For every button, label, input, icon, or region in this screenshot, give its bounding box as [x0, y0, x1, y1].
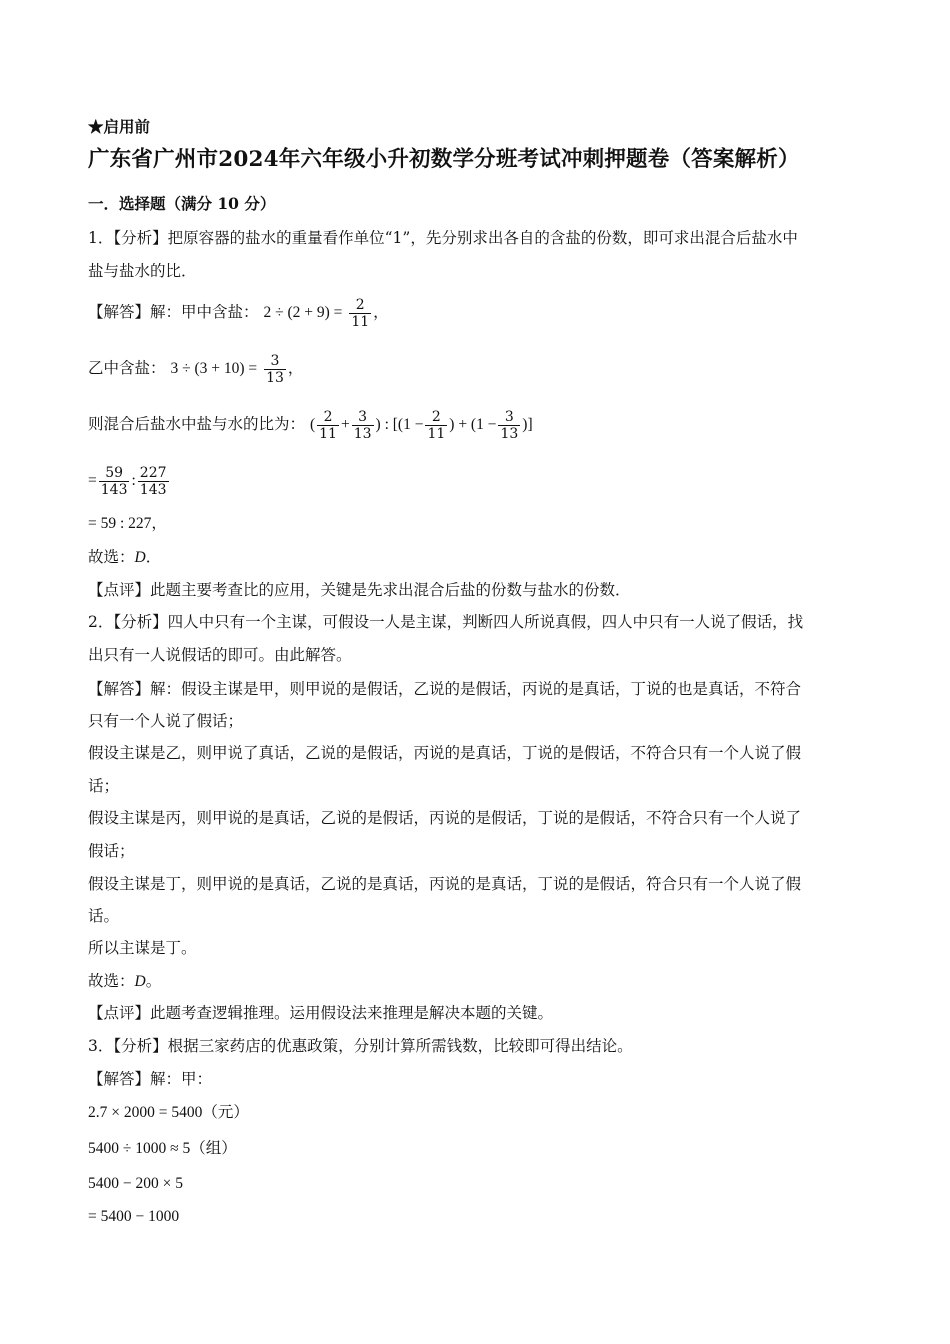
q1-yi-fraction: $\frac{3}{13}$ — [266, 352, 284, 386]
q1-step1-frac-a: $\frac{59}{143}$ — [100, 464, 128, 498]
q2-answer-line8: 话。 — [88, 907, 120, 925]
q1-yi-expr: 3 ÷ (3 + 10) = — [170, 360, 258, 377]
page-title: 广东省广州市2024年六年级小升初数学分班考试冲刺押题卷（答案解析） — [88, 147, 800, 172]
q3-calc-line3: 5400 − 200 × 5 — [88, 1175, 183, 1192]
q1-answer-yi: 乙中含盐： 3 ÷ (3 + 10) = $\frac{3}{13}$ ， — [88, 352, 304, 386]
section-heading: 一．选择题（满分 10 分） — [88, 194, 276, 213]
q1-ratio-frac-a: $\frac{2}{11}$ — [319, 408, 337, 442]
q1-ratio-frac-c: $\frac{2}{11}$ — [427, 408, 446, 442]
q1-ratio-expression: 则混合后盐水中盐与水的比为： ( $\frac{2}{11}$ + $\frac{3}{13}$ ) : [(1 − $\frac{2}{11}$ ) + (1 − $\frac{3}{13}$ )] — [88, 408, 533, 442]
q1-analysis-line1: 1．【分析】把原容器的盐水的重量看作单位“1”，先分别求出各自的含盐的份数，即可求出混合后盐水中 — [88, 229, 798, 247]
q2-answer-line9: 所以主谋是丁。 — [88, 939, 197, 957]
q1-comment: 【点评】此题主要考查比的应用，关键是先求出混合后盐的份数与盐水的份数． — [88, 581, 631, 599]
q1-jia-fraction: $\frac{2}{11}$ — [351, 296, 370, 330]
q2-analysis-line2: 出只有一人说假话的即可。由此解答。 — [88, 646, 352, 664]
q2-choice: 故选：D。 — [88, 972, 162, 990]
q2-answer-line7: 假设主谋是丁，则甲说的是真话，乙说的是真话，丙说的是真话，丁说的是假话，符合只有一个人说了假 — [88, 875, 802, 893]
q1-answer-jia: 【解答】解：甲中含盐： 2 ÷ (2 + 9) = $\frac{2}{11}$ ， — [88, 296, 389, 330]
q2-answer-line5: 假设主谋是丙，则甲说的是真话，乙说的是假话，丙说的是假话，丁说的是假话，不符合只有一个人说了 — [88, 809, 802, 827]
q1-choice: 故选：D． — [88, 548, 162, 566]
q3-answer-label: 【解答】解：甲： — [88, 1070, 213, 1088]
q2-choice-letter: D — [134, 973, 146, 990]
q1-answer-label: 【解答】解：甲中含盐： — [88, 303, 259, 321]
q1-ratio-frac-d: $\frac{3}{13}$ — [500, 408, 519, 442]
q1-ratio-frac-b: $\frac{3}{13}$ — [353, 408, 372, 442]
q1-step1: = $\frac{59}{143}$ : $\frac{227}{143}$ — [88, 464, 167, 498]
q2-answer-line2: 只有一个人说了假话； — [88, 712, 244, 730]
q2-answer-line6: 假话； — [88, 842, 135, 860]
q3-calc-line4: = 5400 − 1000 — [88, 1208, 180, 1225]
q2-answer-line4: 话； — [88, 777, 120, 795]
q2-answer-line1: 【解答】解：假设主谋是甲，则甲说的是假话，乙说的是假话，丙说的是真话，丁说的也是真话，不符合 — [88, 680, 802, 698]
q1-analysis-line2: 盐与盐水的比． — [88, 262, 197, 280]
q3-analysis: 3．【分析】根据三家药店的优惠政策，分别计算所需钱数，比较即可得出结论。 — [88, 1037, 633, 1055]
q1-choice-letter: D — [134, 549, 146, 566]
q3-calc-line2: 5400 ÷ 1000 ≈ 5（组） — [88, 1139, 237, 1157]
q1-step2: = 59 : 227， — [88, 515, 167, 532]
q2-analysis-line1: 2．【分析】四人中只有一个主谋，可假设一人是主谋，判断四人所说真假，四人中只有一人说了假话，找 — [88, 613, 804, 631]
q2-answer-line3: 假设主谋是乙，则甲说了真话，乙说的是假话，丙说的是真话，丁说的是假话，不符合只有一个人说了假 — [88, 744, 802, 762]
q3-calc-line1: 2.7 × 2000 = 5400（元） — [88, 1103, 249, 1121]
q1-step1-frac-b: $\frac{227}{143}$ — [139, 464, 167, 498]
q1-ratio-label: 则混合后盐水中盐与水的比为： — [88, 415, 306, 433]
q1-yi-label: 乙中含盐： — [88, 359, 166, 377]
q1-jia-expr: 2 ÷ (2 + 9) = — [263, 304, 343, 321]
q2-comment: 【点评】此题考查逻辑推理。运用假设法来推理是解决本题的关键。 — [88, 1004, 554, 1022]
pre-use-tag: ★启用前 — [88, 117, 151, 136]
